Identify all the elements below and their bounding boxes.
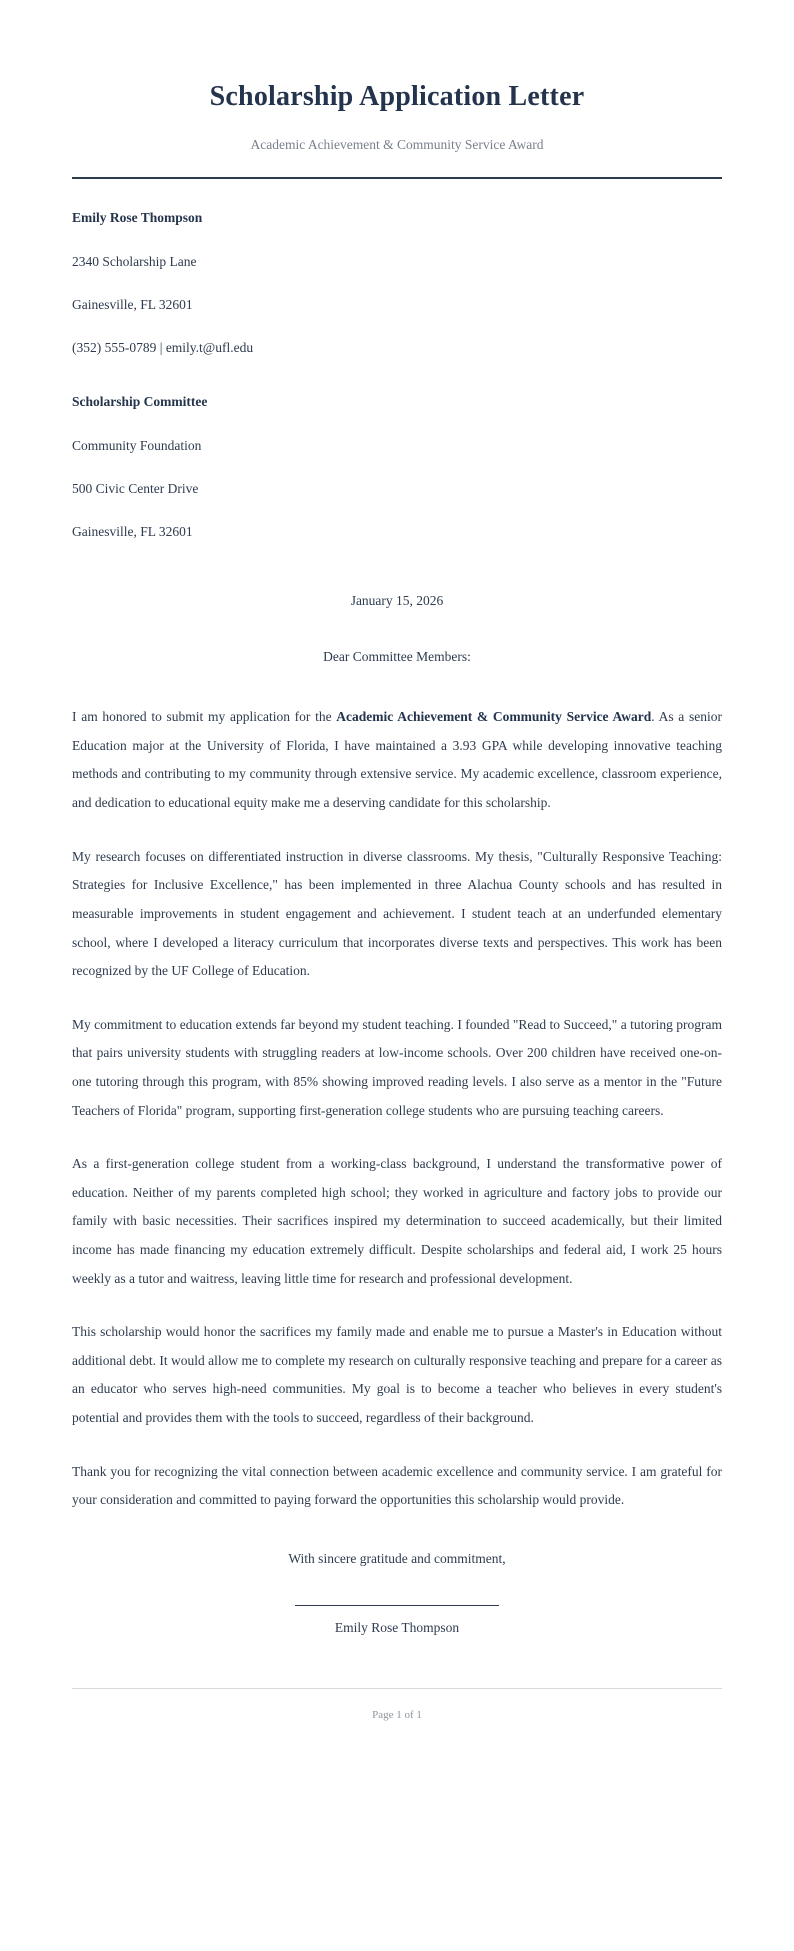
letter-date: January 15, 2026	[350, 593, 444, 609]
letter-closing: With sincere gratitude and commitment,	[288, 1550, 506, 1566]
recipient-address-block	[72, 393, 722, 541]
recipient-name: Scholarship Committee	[72, 394, 208, 410]
document-footer	[72, 1688, 722, 1723]
signature-block	[72, 1605, 722, 1636]
recipient-street: 500 Civic Center Drive	[72, 480, 199, 496]
page-number-label: Page 1 of 1	[372, 1708, 422, 1721]
body-paragraph-5: This scholarship would honor the sacrifices my family made and enable me to pursue a Master's in Education without additional debt. It would allow me to complete my research on culturally responsive teaching and prepare for a career as an educator who serves high-need communities. My goal is to become a teacher who believes in every student's potential and provides them with the tools to succeed, regardless of their background.	[72, 1324, 722, 1426]
paragraph-1-lead: I am honored to submit my application for the	[72, 709, 337, 725]
document-header	[72, 62, 722, 179]
letter-body	[72, 703, 722, 1515]
sender-name: Emily Rose Thompson	[72, 210, 203, 226]
sender-city-state-zip: Gainesville, FL 32601	[72, 296, 193, 312]
header-divider	[72, 177, 722, 179]
sender-contact: (352) 555-0789 | emily.t@ufl.edu	[72, 340, 254, 356]
body-paragraph-3: My commitment to education extends far beyond my student teaching. I founded "Read to Succeed," a tutoring program that pairs university students with struggling readers at low-income schools. Over 200 children have received one-on-one tutoring through this program, with 85% showing improved reading levels. I also serve as a mentor in the "Future Teachers of Florida" program, supporting first-generation college students who are pursuing teaching careers.	[72, 1016, 722, 1118]
award-name-emphasis: Academic Achievement & Community Service Award	[336, 709, 652, 725]
body-paragraph-1	[72, 703, 722, 817]
page-title: Scholarship Application Letter	[209, 81, 585, 112]
body-paragraph-6: Thank you for recognizing the vital connection between academic excellence and community service. I am grateful for your consideration and committed to paying forward the opportunities this scholarship would provide.	[72, 1463, 722, 1508]
sender-address-block	[72, 209, 722, 357]
signature-name: Emily Rose Thompson	[334, 1619, 460, 1635]
letter-salutation: Dear Committee Members:	[323, 649, 471, 665]
recipient-organization: Community Foundation	[72, 437, 202, 453]
page-subtitle: Academic Achievement & Community Service Award	[250, 136, 544, 152]
paragraph-1-tail: . As a senior Education major at the University of Florida, I have maintained a 3.93 GPA while developing innovative teaching methods and contributing to my community through extensive service. My academic excellence, classroom experience, and dedication to educational equity make me a deserving candidate for this scholarship.	[72, 709, 722, 811]
recipient-city-state-zip: Gainesville, FL 32601	[72, 524, 193, 540]
body-paragraph-2: My research focuses on differentiated instruction in diverse classrooms. My thesis, "Culturally Responsive Teaching: Strategies for Inclusive Excellence," has been implemented in three Alachua County schools and has resulted in measurable improvements in student engagement and achievement. I student teach at an underfunded elementary school, where I developed a literacy curriculum that incorporates diverse texts and perspectives. This work has been recognized by the UF College of Education.	[72, 848, 722, 979]
sender-street: 2340 Scholarship Lane	[72, 253, 197, 269]
body-paragraph-4: As a first-generation college student from a working-class background, I understand the transformative power of education. Neither of my parents completed high school; they worked in agriculture and factory jobs to provide our family with basic necessities. Their sacrifices inspired my determination to succeed academically, but their limited income has made financing my education extremely difficult. Despite scholarships and federal aid, I work 25 hours weekly as a tutor and waitress, leaving little time for research and professional development.	[72, 1156, 722, 1286]
signature-line	[295, 1605, 499, 1606]
